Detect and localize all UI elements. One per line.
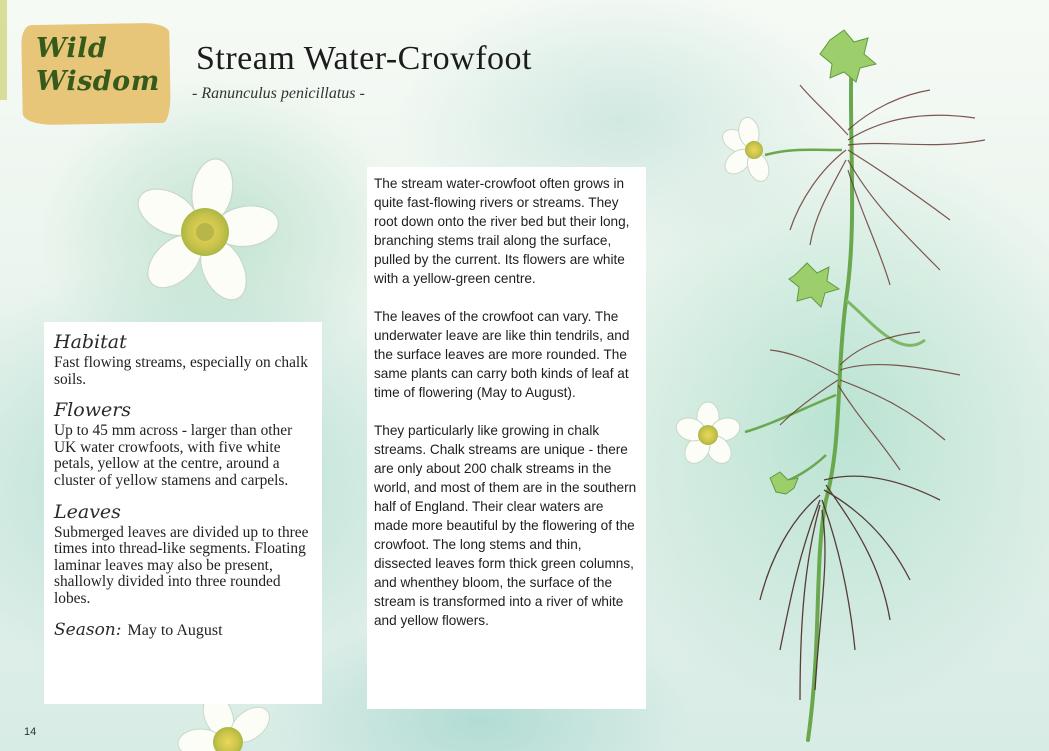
thread-leaves-upper [790, 85, 985, 285]
body-paragraph-1: The stream water-crowfoot often grows in quite fast-flowing rivers or streams. They root down onto the river bed but their long, branching stems trail along the surface, pulled by the current. Its flowers are white with a yellow-green centre. [374, 176, 630, 286]
body-paragraph-3: They particularly like growing in chalk streams. Chalk streams are unique - there are only about 200 chalk streams in the world, and most of them are in the southern half of England. Their clear waters are made more beautiful by the flowering of the crowfoot. The long stems and thin, dissected leaves form thick green columns, and whenthey bloom, the surface of the stream is transformed into a river of white and yellow flowers. [374, 423, 637, 628]
body-text-box [367, 167, 646, 709]
habitat-heading: Habitat [54, 331, 127, 353]
thread-leaves-middle [770, 332, 960, 470]
leaves-heading: Leaves [54, 500, 121, 523]
page-number: 14 [24, 726, 37, 738]
flowers-heading: Flowers [54, 399, 132, 422]
crowfoot-plant-icon [673, 30, 985, 740]
season-value: May to August [127, 621, 223, 639]
flower-large-icon [130, 156, 281, 308]
floating-leaf-icon [770, 30, 876, 494]
flowers-section [54, 398, 314, 489]
badge-text [36, 32, 166, 98]
leaves-text: Submerged leaves are divided up to three times into thread-like segments. Floating laminar leaves may also be present, shallowly divided into three rounded lobes. [54, 523, 309, 607]
latin-name: - Ranunculus penicillatus - [192, 85, 365, 102]
habitat-text: Fast flowing streams, especially on chalk soils. [54, 354, 308, 388]
leaves-section [54, 500, 314, 608]
badge-line-1: Wild [36, 33, 108, 64]
season-section [54, 620, 314, 640]
season-label: Season: [54, 619, 122, 640]
flower-small-upper-icon [718, 116, 772, 185]
habitat-section [54, 330, 314, 388]
flowers-text: Up to 45 mm across - larger than other UK water crowfoots, with five white petals, yellow at the centre, around a cluster of yellow stamens and carpels. [54, 422, 293, 489]
fact-box [44, 322, 322, 704]
badge-line-2: Wisdom [36, 66, 160, 97]
flower-small-lower-icon [673, 402, 743, 468]
page-title: Stream Water-Crowfoot [196, 40, 532, 77]
body-paragraph-2: The leaves of the crowfoot can vary. The underwater leave are like thin tendrils, and the surface leaves are more rounded. The same plants can carry both kinds of leaf at time of flowering (May to August). [374, 309, 630, 400]
thread-leaves-lower [760, 476, 940, 700]
